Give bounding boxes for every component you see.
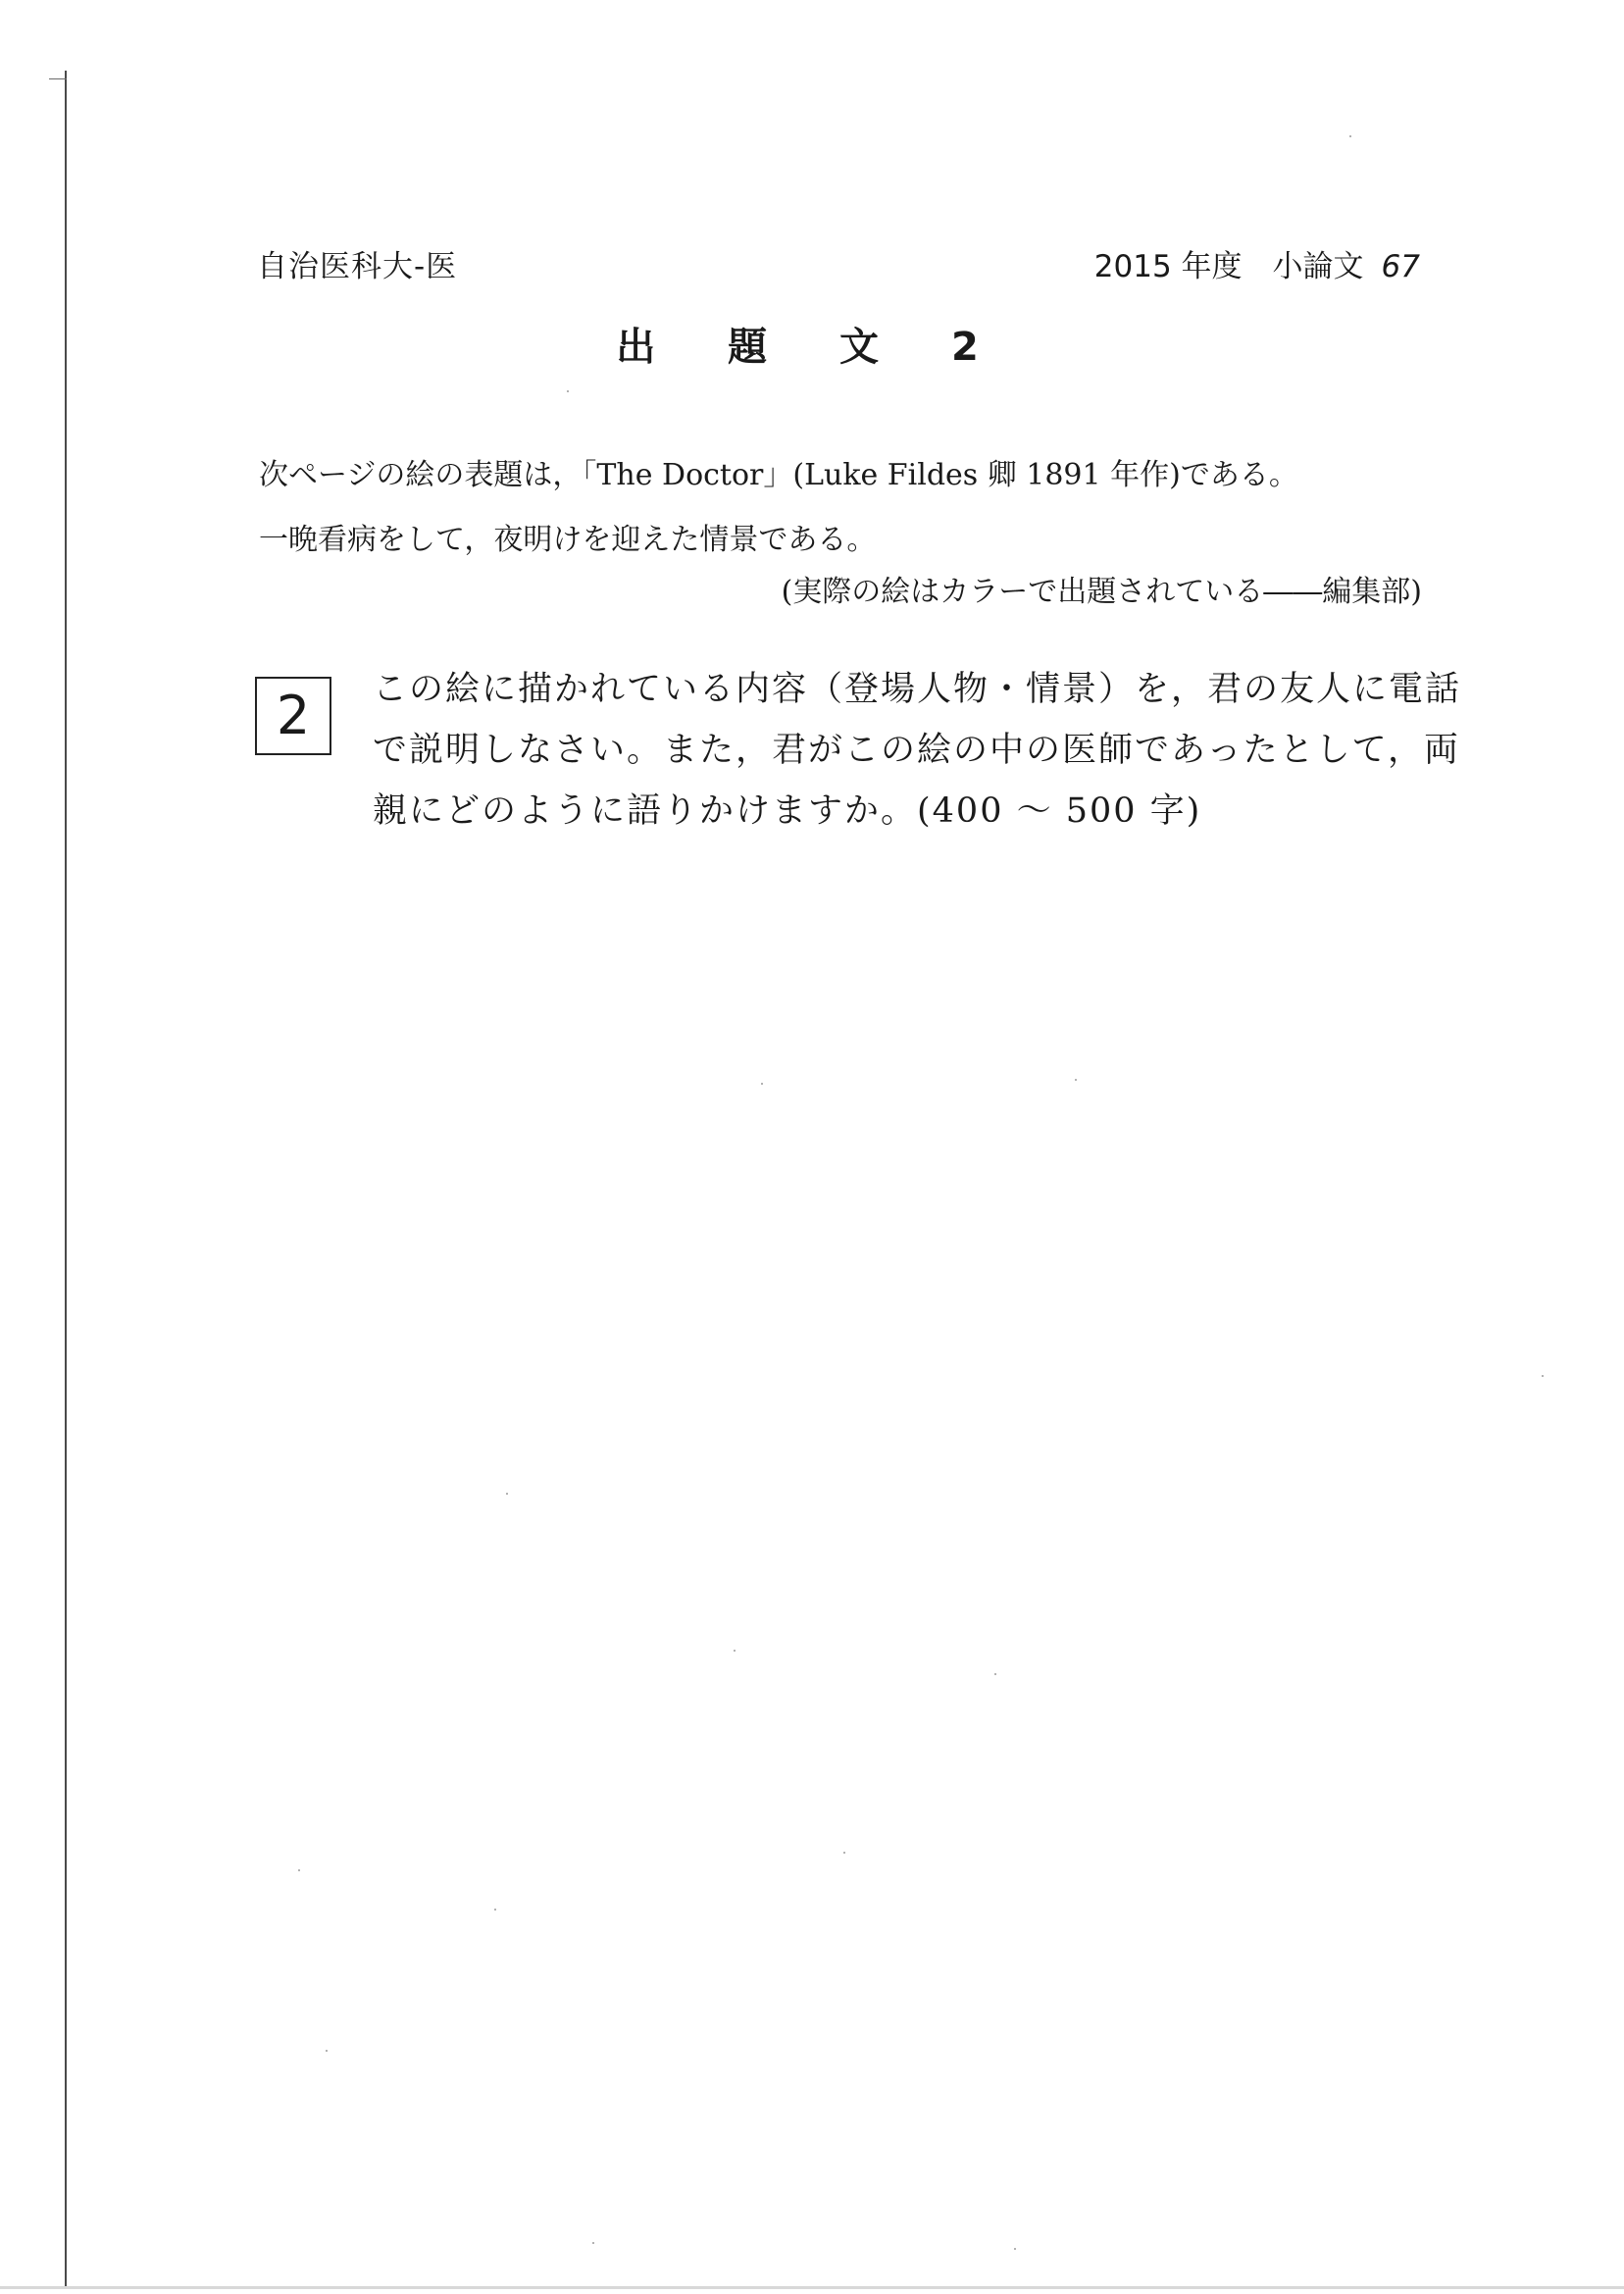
header-year-label: 2015 年度 小論文 (1093, 249, 1364, 284)
scan-speck (734, 1650, 736, 1652)
intro-line-2: 一晩看病をして，夜明けを迎えた情景である。 (259, 523, 877, 557)
question-number-box: 2 (255, 677, 331, 755)
binding-line (65, 71, 67, 2287)
scan-bottom-edge (0, 2286, 1624, 2289)
scan-speck (506, 1493, 508, 1495)
binding-tick (49, 78, 67, 79)
scan-speck (1542, 1375, 1544, 1377)
editorial-note: (実際の絵はカラーで出題されている――編集部) (781, 575, 1422, 609)
scan-speck (843, 1852, 845, 1854)
scan-speck (592, 2242, 594, 2244)
scan-speck (494, 1909, 496, 1911)
scan-speck (1014, 2248, 1016, 2250)
intro-text (259, 443, 1298, 573)
question-line-2: で説明しなさい。また，君がこの絵の中の医師であったとして，両 (373, 731, 1460, 770)
header-university: 自治医科大-医 (257, 249, 458, 284)
header-year-subject (1094, 241, 1420, 285)
question-text (373, 659, 1462, 841)
scan-speck (761, 1083, 763, 1085)
scan-speck (1349, 135, 1351, 137)
scan-speck (1075, 1079, 1077, 1081)
intro-line-1: 次ページの絵の表題は，「The Doctor」(Luke Fildes 卿 1891 年作)である。 (259, 458, 1298, 492)
page-title: 出 題 文 2 (616, 325, 1008, 370)
question-line-1: この絵に描かれている内容（登場人物・情景）を，君の友人に電話 (373, 670, 1462, 709)
scan-speck (326, 2050, 328, 2052)
scan-speck (567, 390, 569, 392)
scan-speck (994, 1673, 996, 1675)
question-line-3: 親にどのように語りかけますか。(400 ～ 500 字) (373, 791, 1202, 831)
scan-speck (298, 1869, 300, 1871)
page-number: 67 (1381, 249, 1420, 284)
